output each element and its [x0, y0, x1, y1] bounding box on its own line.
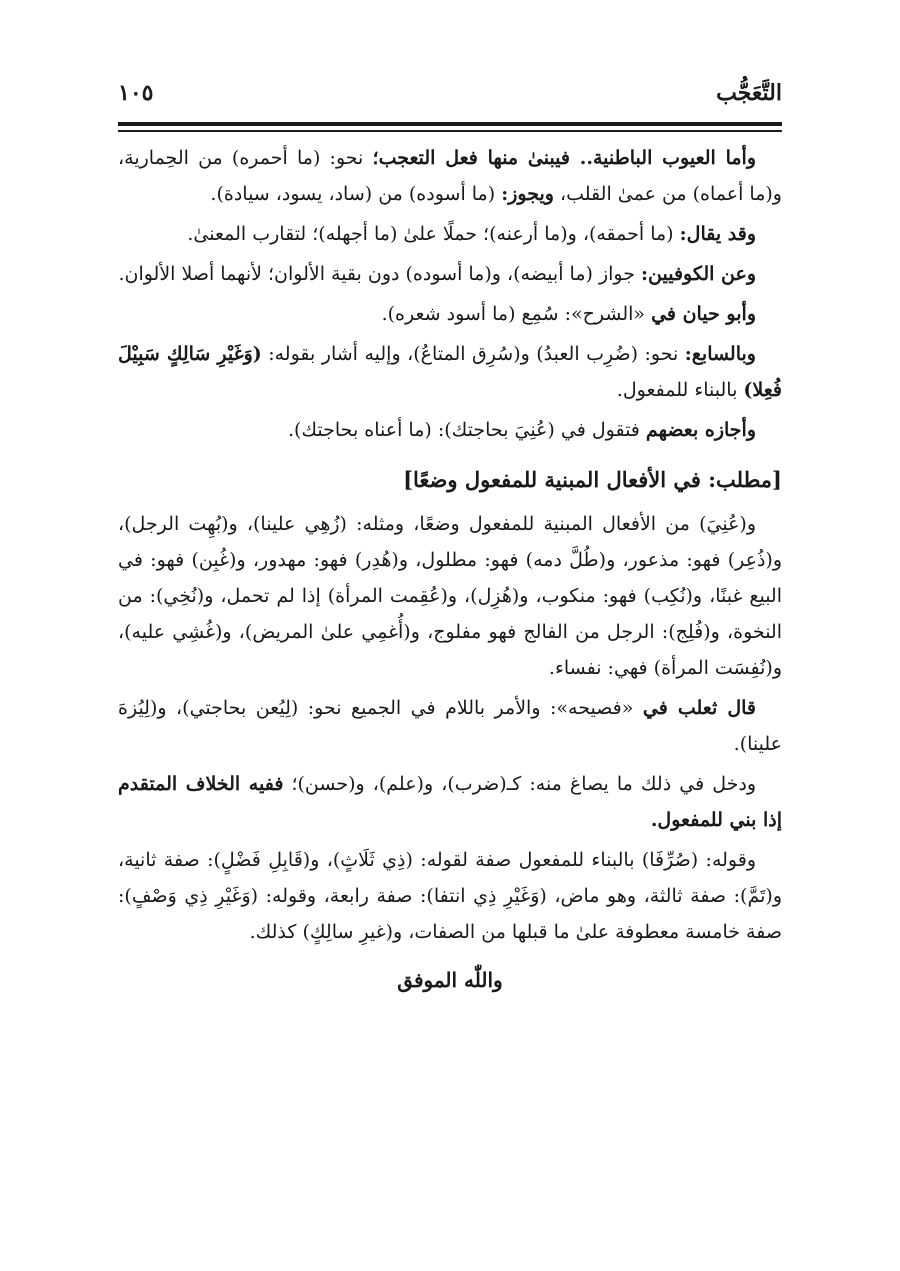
- paragraph-lead: وأجازه بعضهم: [645, 419, 756, 441]
- header-rule-thin: [118, 130, 782, 132]
- page-number: ١٠٥: [118, 80, 154, 106]
- page-body: [118, 140, 782, 998]
- paragraph-text: جواز (ما أبيضه)، و(ما أسوده) دون بقية الألوان؛ لأنهما أصلا الألوان.: [118, 263, 641, 285]
- paragraph-text: (ما أحمقه)، و(ما أرعنه)؛ حملًا علىٰ (ما أجهله)؛ لتقارب المعنىٰ.: [187, 223, 680, 245]
- paragraph-2: [118, 216, 782, 252]
- paragraph-text: بالبناء للمفعول.: [616, 379, 744, 401]
- paragraph-10: [118, 842, 782, 950]
- paragraph-lead: قال ثعلب في: [642, 697, 756, 719]
- paragraph-4: [118, 296, 782, 332]
- header-rule-thick: [118, 122, 782, 126]
- paragraph-text: ودخل في ذلك ما يصاغ منه: كـ(ضرب)، و(علم)، و(حسن)؛: [283, 773, 757, 795]
- paragraph-text: و(عُنِيَ) من الأفعال المبنية للمفعول وضعًا، ومثله: (زُهِي علينا)، و(بُهِت الرجل)، و(ذُعِر) فهو: مذعور، و(طُلَّ دمه) فهو: مطلول، و(هُدِر) فهو: مهدور، و(غُبِن) فهو: في البيع غبنًا، و(نُكِب) فهو: منكوب، و(هُزِل)، و(عُقِمت المرأة) إذا لم تحمل، و(نُخِي): من النخوة، و(فُلِج): الرجل من الفالج فهو مفلوج، و(أُغمِي علىٰ المريض)، و(غُشِي عليه)، و(نُفِسَت المرأة) فهي: نفساء.: [118, 513, 782, 679]
- paragraph-lead: وقد يقال:: [679, 223, 756, 245]
- paragraph-text: نحو: (ما أحمره) من الحِمارية، و(ما أعماه) من عمىٰ القلب،: [118, 147, 782, 205]
- paragraph-lead: وبالسابع:: [684, 343, 756, 365]
- paragraph-text: «فصيحه»: والأمر باللام في الجميع نحو: (لِيُعن بحاجتي)، و(لِيُزهَ علينا).: [118, 697, 782, 755]
- paragraph-9: [118, 766, 782, 838]
- paragraph-1: [118, 140, 782, 212]
- page-header: [118, 78, 782, 118]
- paragraph-text: «الشرح»: سُمِع (ما أسود شعره).: [381, 303, 652, 325]
- paragraph-5: [118, 336, 782, 408]
- running-title: التَّعَجُّب: [716, 80, 782, 106]
- section-heading: [مطلب: في الأفعال المبنية للمفعول وضعًا]: [403, 467, 782, 492]
- paragraph-text: فتقول في (عُنِيَ بحاجتك): (ما أعناه بحاجتك).: [287, 419, 646, 441]
- paragraph-8: [118, 690, 782, 762]
- paragraph-lead: وعن الكوفيين:: [641, 263, 756, 285]
- paragraph-6: [118, 412, 782, 448]
- paragraph-lead: وأبو حيان في: [651, 303, 756, 325]
- paragraph-7: [118, 506, 782, 686]
- paragraph-lead: (وَغَيْرِ سَالِكٍ سَبِيْلَ فُعِلا): [118, 343, 782, 401]
- paragraph-text: (ما أسوده) من (ساد، يسود، سيادة).: [210, 183, 502, 205]
- paragraph-3: [118, 256, 782, 292]
- paragraph-lead: ففيه الخلاف المتقدم إذا بني للمفعول.: [118, 773, 782, 831]
- paragraph-lead: ويجوز:: [501, 183, 554, 205]
- paragraph-lead: وأما العيوب الباطنية.. فيبنىٰ منها فعل التعجب؛: [372, 147, 756, 169]
- paragraph-text: وقوله: (صُرِّفَا) بالبناء للمفعول صفة لقوله: (ذِي ثَلَاثٍ)، و(قَابِلِ فَضْلٍ): صفة ثانية، و(تَمَّ): صفة ثالثة، وهو ماض، (وَغَيْرِ ذِي انتفا): صفة رابعة، وقوله: (وَغَيْرِ ذِي وَصْفٍ): صفة خامسة معطوفة علىٰ ما قبلها من الصفات، و(غيرِ سالِكٍ) كذلك.: [118, 849, 782, 943]
- paragraph-text: نحو: (ضُرِب العبدُ) و(سُرِق المتاعُ)، وإليه أشار بقوله:: [261, 343, 685, 365]
- closing-line: واللّٰه الموفق: [397, 968, 503, 992]
